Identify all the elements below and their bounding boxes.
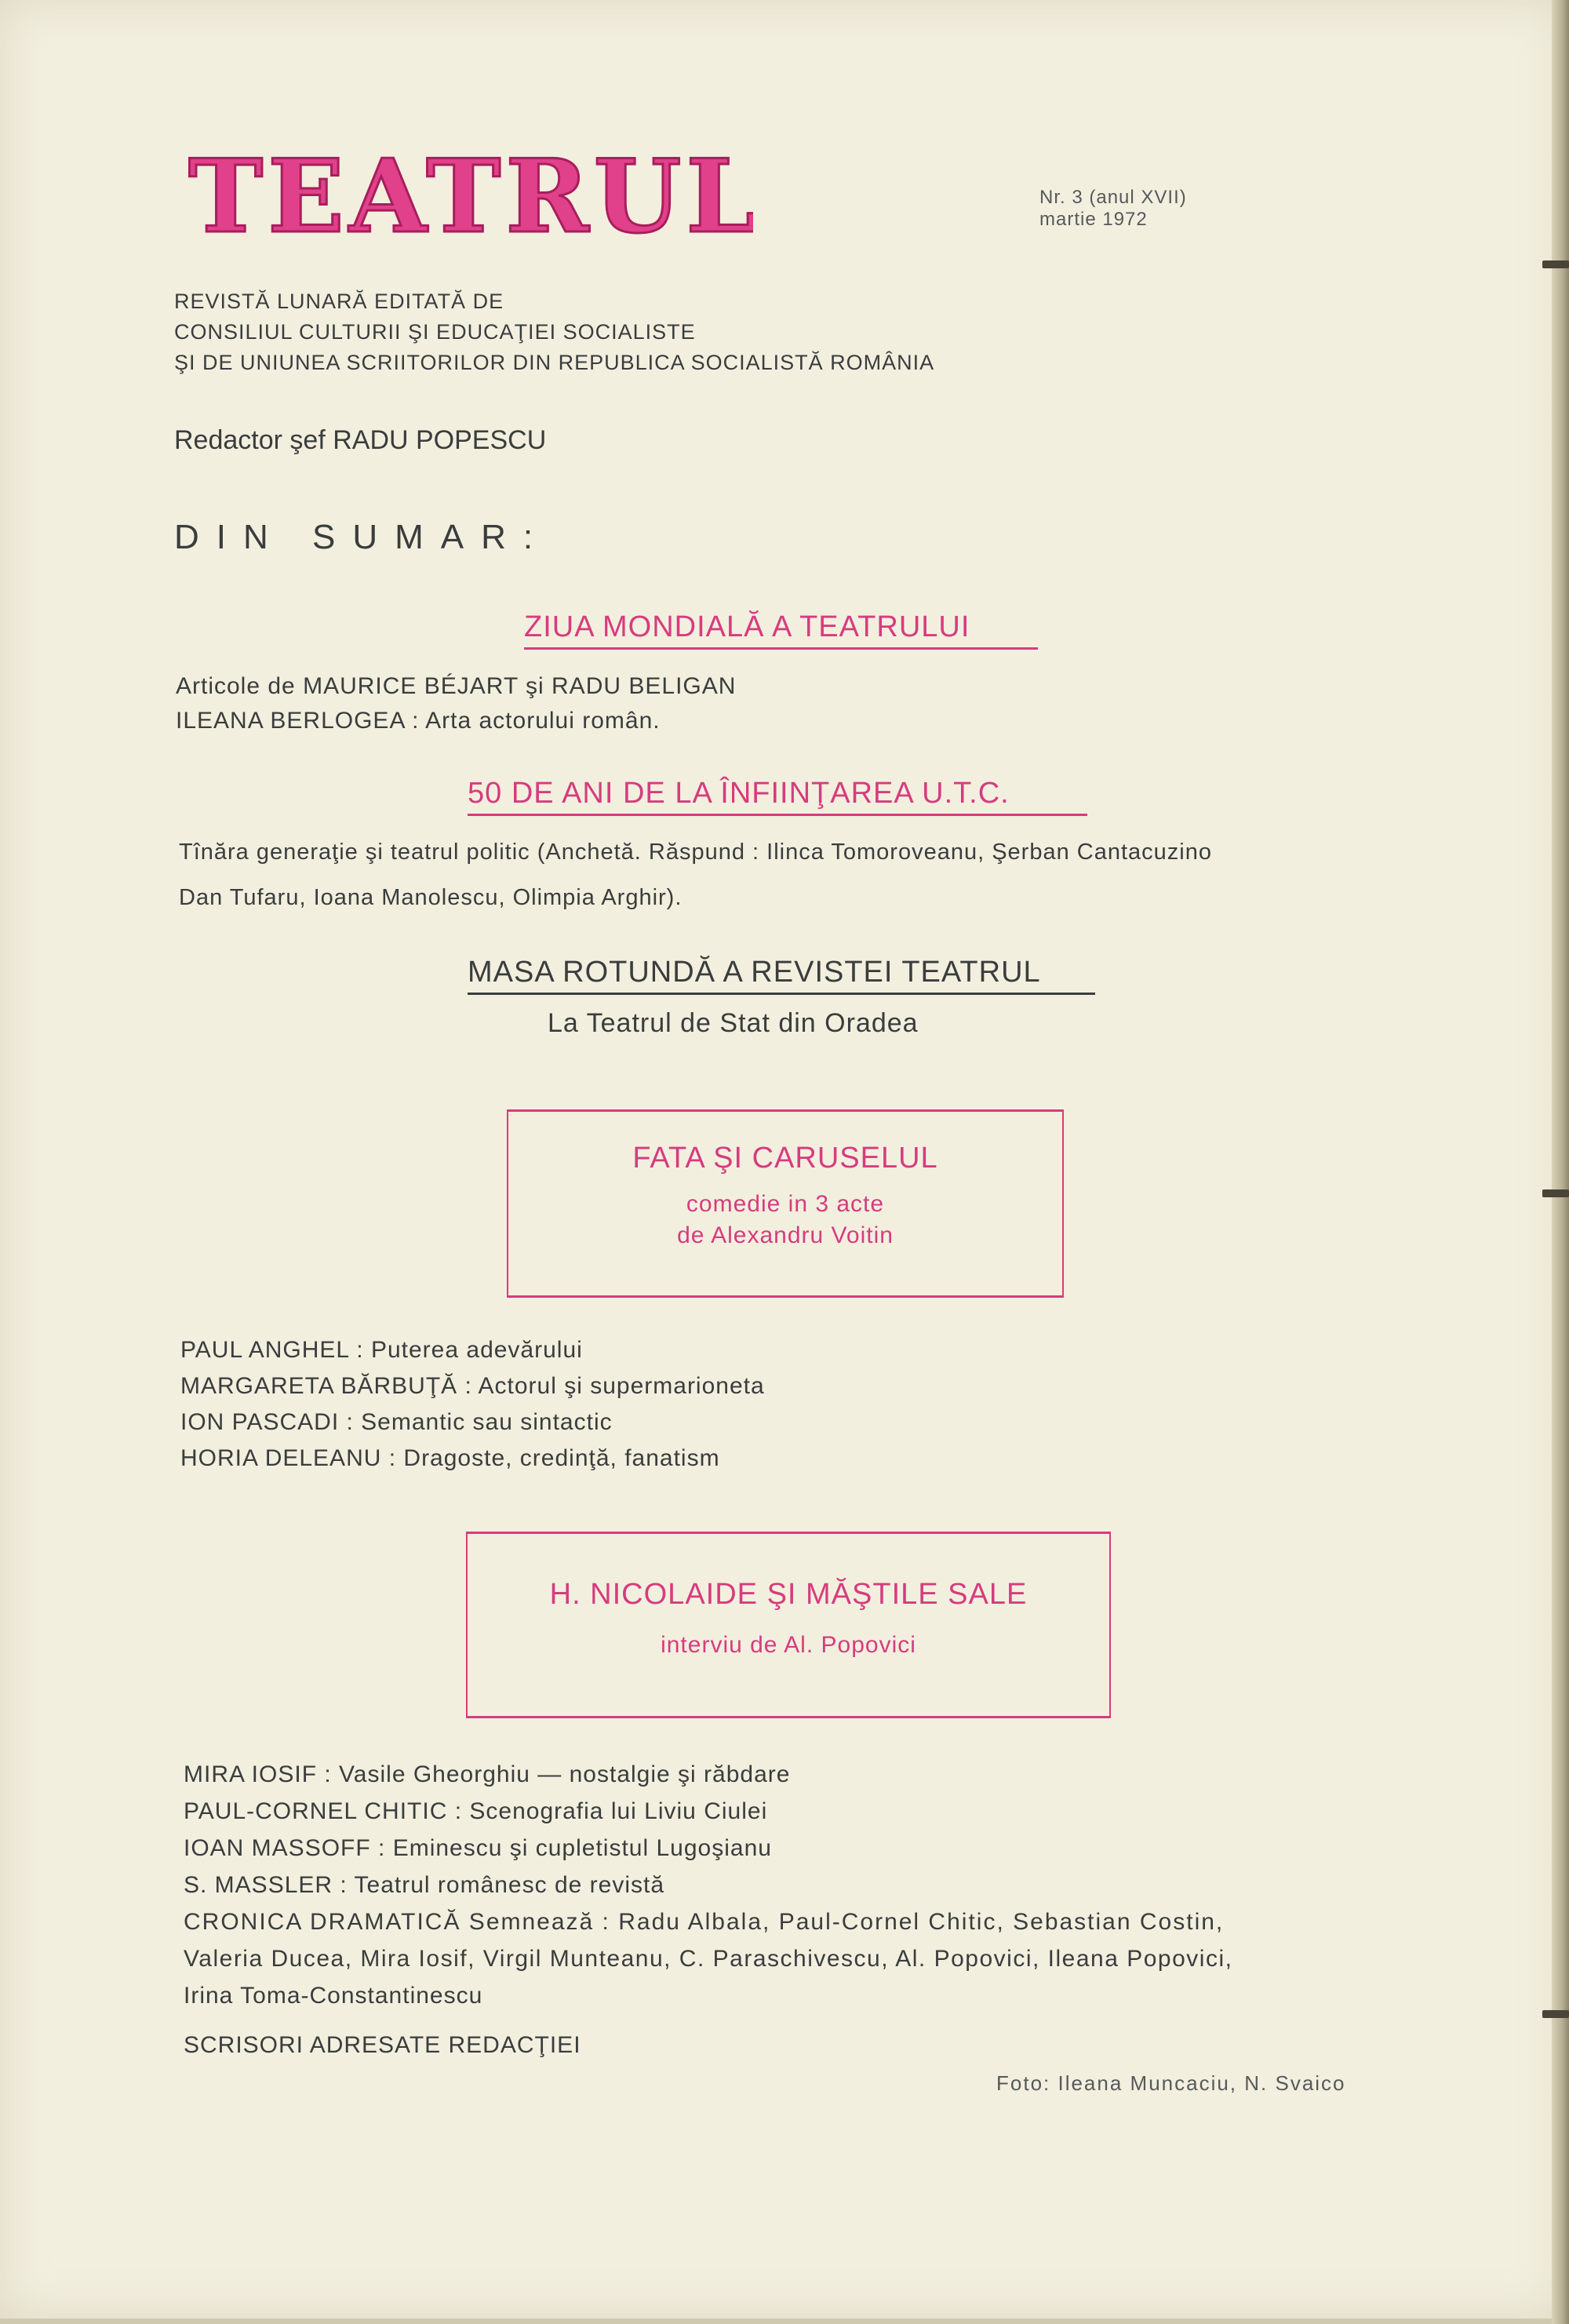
teatrul-logo xyxy=(188,122,753,258)
article-list xyxy=(180,1332,765,1477)
article-item: IOAN MASSOFF : Eminescu şi cupletistul Lugoşianu xyxy=(184,1835,772,1861)
article-item: Valeria Ducea, Mira Iosif, Virgil Munteanu, C. Paraschivescu, Al. Popovici, Ileana Popovici, xyxy=(184,1946,1233,1972)
binding-spine xyxy=(1552,0,1569,2324)
article-item: PAUL-CORNEL CHITIC : Scenografia lui Liviu Ciulei xyxy=(184,1798,768,1824)
logo-graphic xyxy=(188,122,753,255)
section-subtitle: La Teatrul de Stat din Oradea xyxy=(548,1008,919,1038)
section-title-round-table xyxy=(468,956,1095,995)
issue-info xyxy=(1039,187,1187,231)
article-item: MIRA IOSIF : Vasile Gheorghiu — nostalgie şi răbdare xyxy=(184,1761,791,1787)
article-item: CRONICA DRAMATICĂ Semnează : Radu Albala, Paul-Cornel Chitic, Sebastian Costin, xyxy=(184,1909,1225,1935)
section-title-world-theatre-day xyxy=(524,610,1038,650)
publisher-line: REVISTĂ LUNARĂ EDITATĂ DE xyxy=(174,290,504,313)
title-underline xyxy=(524,647,1038,650)
section-title-text: MASA ROTUNDĂ A REVISTEI TEATRUL xyxy=(468,956,1041,989)
article-item: S. MASSLER : Teatrul românesc de revistă xyxy=(184,1872,665,1898)
article-item: Irina Toma-Constantinescu xyxy=(184,1983,483,2009)
article-item: ION PASCADI : Semantic sau sintactic xyxy=(180,1409,613,1435)
article-item: HORIA DELEANU : Dragoste, credinţă, fanatism xyxy=(180,1445,720,1471)
summary-heading: DIN SUMAR: xyxy=(174,518,551,556)
section-line: Dan Tufaru, Ioana Manolescu, Olimpia Arghir). xyxy=(179,885,683,910)
publisher-line: CONSILIUL CULTURII ŞI EDUCAŢIEI SOCIALISTE xyxy=(174,320,696,344)
featured-play-genre: comedie in 3 acte xyxy=(686,1191,885,1217)
featured-play-author: de Alexandru Voitin xyxy=(677,1222,894,1248)
staple xyxy=(1542,1189,1569,1197)
letters-to-editor: SCRISORI ADRESATE REDACŢIEI xyxy=(184,2032,581,2058)
interview-author: interviu de Al. Popovici xyxy=(661,1632,916,1658)
article-list-2 xyxy=(184,1756,1407,2064)
article-item: MARGARETA BĂRBUŢĂ : Actorul şi supermarioneta xyxy=(180,1373,765,1399)
interview-box xyxy=(466,1532,1111,1718)
title-underline xyxy=(468,993,1095,995)
issue-date: martie 1972 xyxy=(1039,209,1148,230)
section-line: Tînăra generaţie şi teatrul politic (Anchetă. Răspund : Ilinca Tomoroveanu, Şerban Cantacuzino xyxy=(179,840,1212,865)
section-title-utc-anniversary xyxy=(468,777,1087,816)
section-title-text: ZIUA MONDIALĂ A TEATRULUI xyxy=(524,610,970,643)
staple xyxy=(1542,2010,1569,2018)
article-item: PAUL ANGHEL : Puterea adevărului xyxy=(180,1337,583,1363)
staple xyxy=(1542,260,1569,268)
photo-credit: Foto: Ileana Muncaciu, N. Svaico xyxy=(996,2071,1346,2095)
title-underline xyxy=(468,814,1087,816)
issue-number: Nr. 3 (anul XVII) xyxy=(1039,187,1187,208)
section-line: Articole de MAURICE BÉJART şi RADU BELIGAN xyxy=(176,673,737,699)
interview-title: H. NICOLAIDE ŞI MĂŞTILE SALE xyxy=(549,1578,1028,1611)
featured-play-box xyxy=(507,1109,1064,1298)
publisher-block xyxy=(174,286,934,378)
section-line: ILEANA BERLOGEA : Arta actorului român. xyxy=(176,708,661,734)
publisher-line: ŞI DE UNIUNEA SCRIITORILOR DIN REPUBLICA SOCIALISTĂ ROMÂNIA xyxy=(174,351,935,374)
section-title-text: 50 DE ANI DE LA ÎNFIINŢAREA U.T.C. xyxy=(468,777,1010,810)
editor-in-chief: Redactor şef RADU POPESCU xyxy=(174,425,547,455)
featured-play-title: FATA ŞI CARUSELUL xyxy=(632,1142,938,1175)
logo-text: TEATRUL xyxy=(188,138,753,255)
